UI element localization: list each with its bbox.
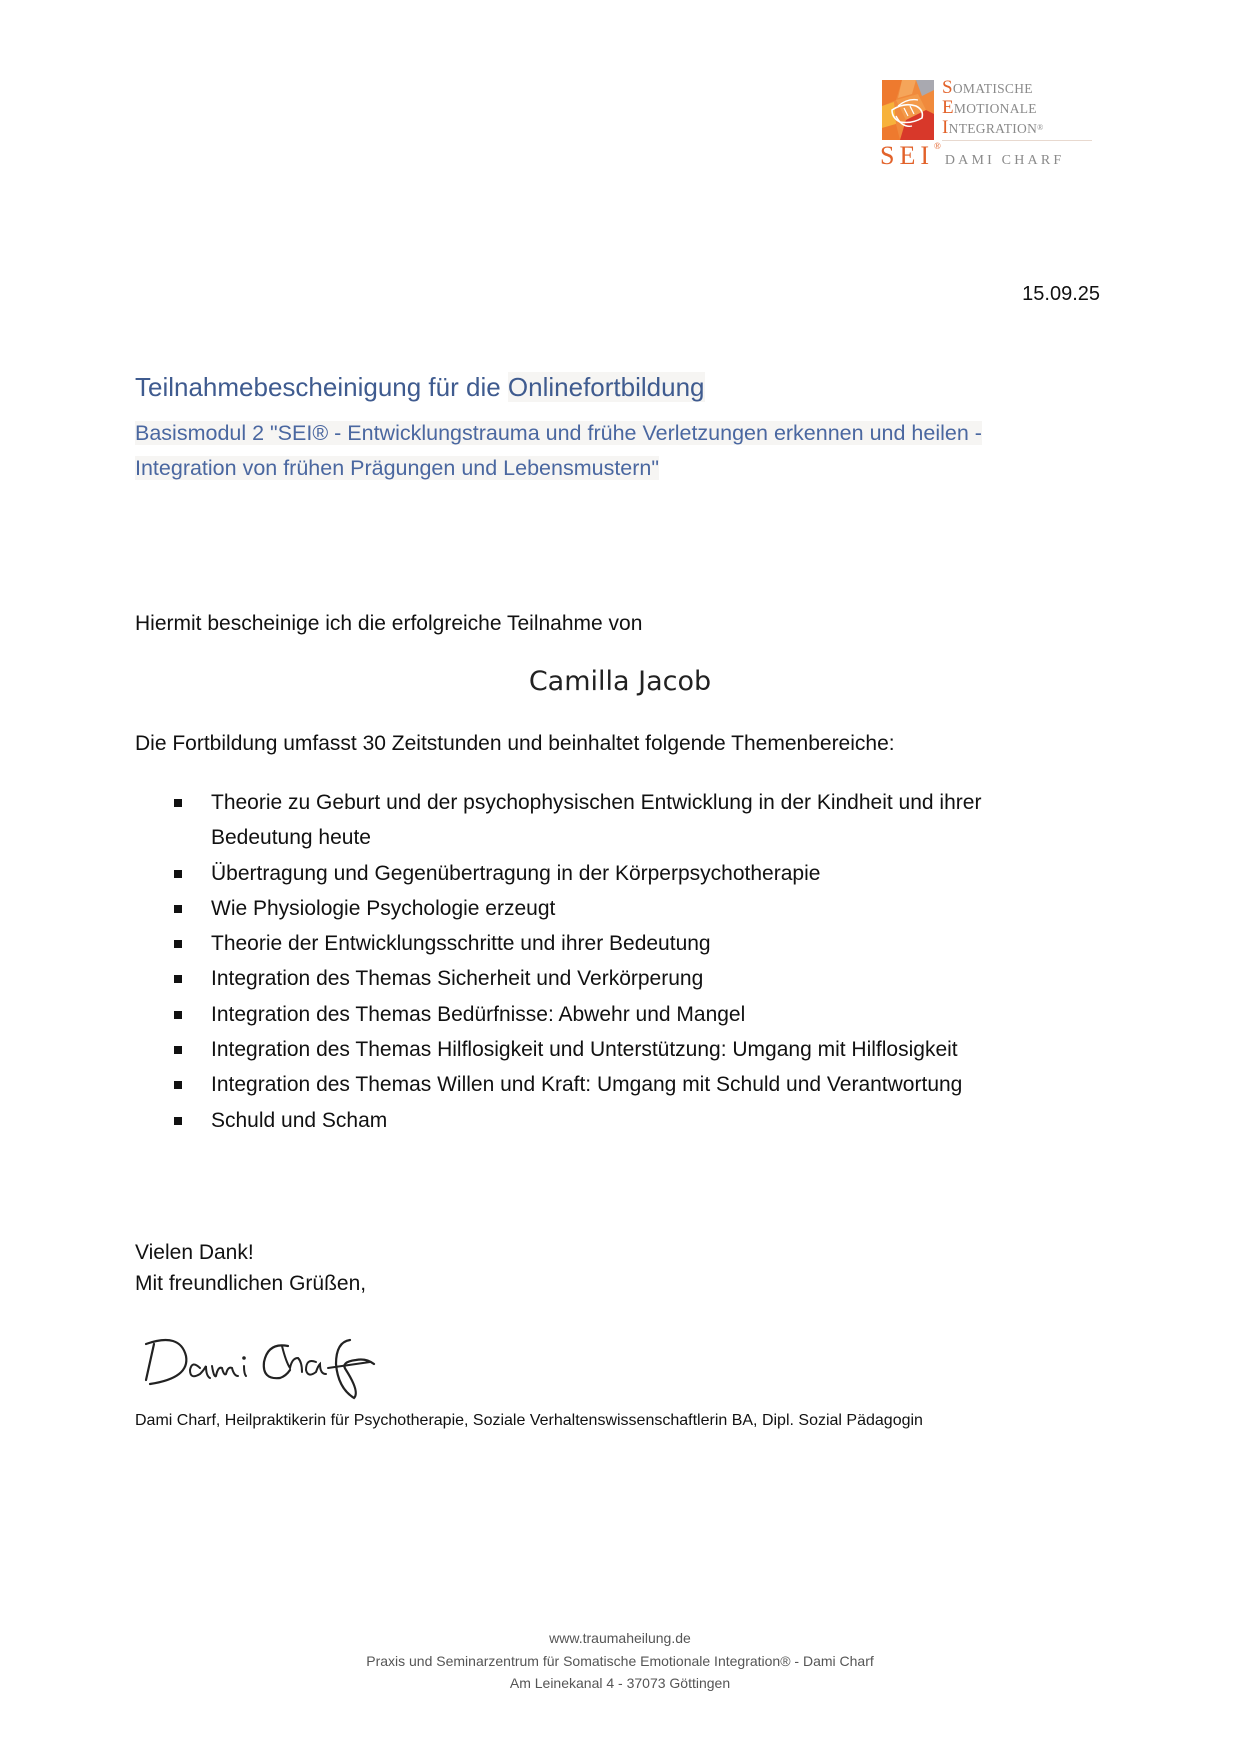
closing-thanks: Vielen Dank! (135, 1241, 254, 1264)
certificate-title: Teilnahmebescheinigung für die Onlinefortbildung (135, 372, 705, 402)
footer-address: Am Leinekanal 4 - 37073 Göttingen (509, 1675, 731, 1691)
topic-item: Wie Physiologie Psychologie erzeugt (135, 891, 1075, 926)
logo-acronym: SEI® (880, 141, 941, 170)
course-subtitle: Basismodul 2 "SEI® - Entwicklungstrauma und frühe Verletzungen erkennen und heilen - Integration von frühen Prägungen und Lebensmustern" (135, 421, 982, 480)
topic-item: Integration des Themas Hilflosigkeit und Unterstützung: Umgang mit Hilflosigkeit (135, 1032, 1075, 1067)
participant-name: Camilla Jacob (528, 666, 712, 697)
square-bullet-icon (174, 1011, 182, 1019)
course-scope-text: Die Fortbildung umfasst 30 Zeitstunden und beinhaltet folgende Themenbereiche: (135, 732, 895, 755)
topic-item: Übertragung und Gegenübertragung in der Körperpsychotherapie (135, 856, 1075, 891)
square-bullet-icon (174, 799, 182, 807)
topic-item: Schuld und Scham (135, 1103, 1075, 1138)
sei-logo (880, 78, 1095, 173)
topic-item: Integration des Themas Willen und Kraft: Umgang mit Schuld und Verantwortung (135, 1067, 1075, 1102)
topics-list (135, 785, 1075, 1138)
hands-logo-icon (882, 80, 934, 140)
topic-item: Integration des Themas Sicherheit und Verkörperung (135, 961, 1075, 996)
logo-author: DAMI CHARF (944, 153, 1065, 168)
handwritten-signature (140, 1322, 400, 1402)
square-bullet-icon (174, 975, 182, 983)
closing (135, 1237, 366, 1299)
logo-bottom-line (880, 141, 1064, 171)
square-bullet-icon (174, 870, 182, 878)
square-bullet-icon (174, 940, 182, 948)
logo-wordmark: SOMATISCHE EMOTIONALE INTEGRATION® (942, 77, 1044, 138)
topic-item: Theorie der Entwicklungsschritte und ihrer Bedeutung (135, 926, 1075, 961)
signer-credentials: Dami Charf, Heilpraktikerin für Psychotherapie, Soziale Verhaltenswissenschaftlerin BA, Dipl. Sozial Pädagogin (135, 1412, 923, 1429)
closing-regards: Mit freundlichen Grüßen, (135, 1272, 367, 1295)
footer-website[interactable]: www.traumaheilung.de (549, 1630, 691, 1646)
square-bullet-icon (174, 905, 182, 913)
square-bullet-icon (174, 1117, 182, 1125)
topic-item: Integration des Themas Bedürfnisse: Abwehr und Mangel (135, 997, 1075, 1032)
intro-text: Hiermit bescheinige ich die erfolgreiche Teilnahme von (135, 612, 643, 635)
document-date: 15.09.25 (1022, 283, 1100, 305)
footer-organization: Praxis und Seminarzentrum für Somatische Emotionale Integration® - Dami Charf (366, 1652, 874, 1669)
topic-item: Theorie zu Geburt und der psychophysischen Entwicklung in der Kindheit und ihrer Bedeutung heute (135, 785, 1075, 856)
square-bullet-icon (174, 1081, 182, 1089)
page-footer (0, 1627, 1240, 1695)
square-bullet-icon (174, 1046, 182, 1054)
